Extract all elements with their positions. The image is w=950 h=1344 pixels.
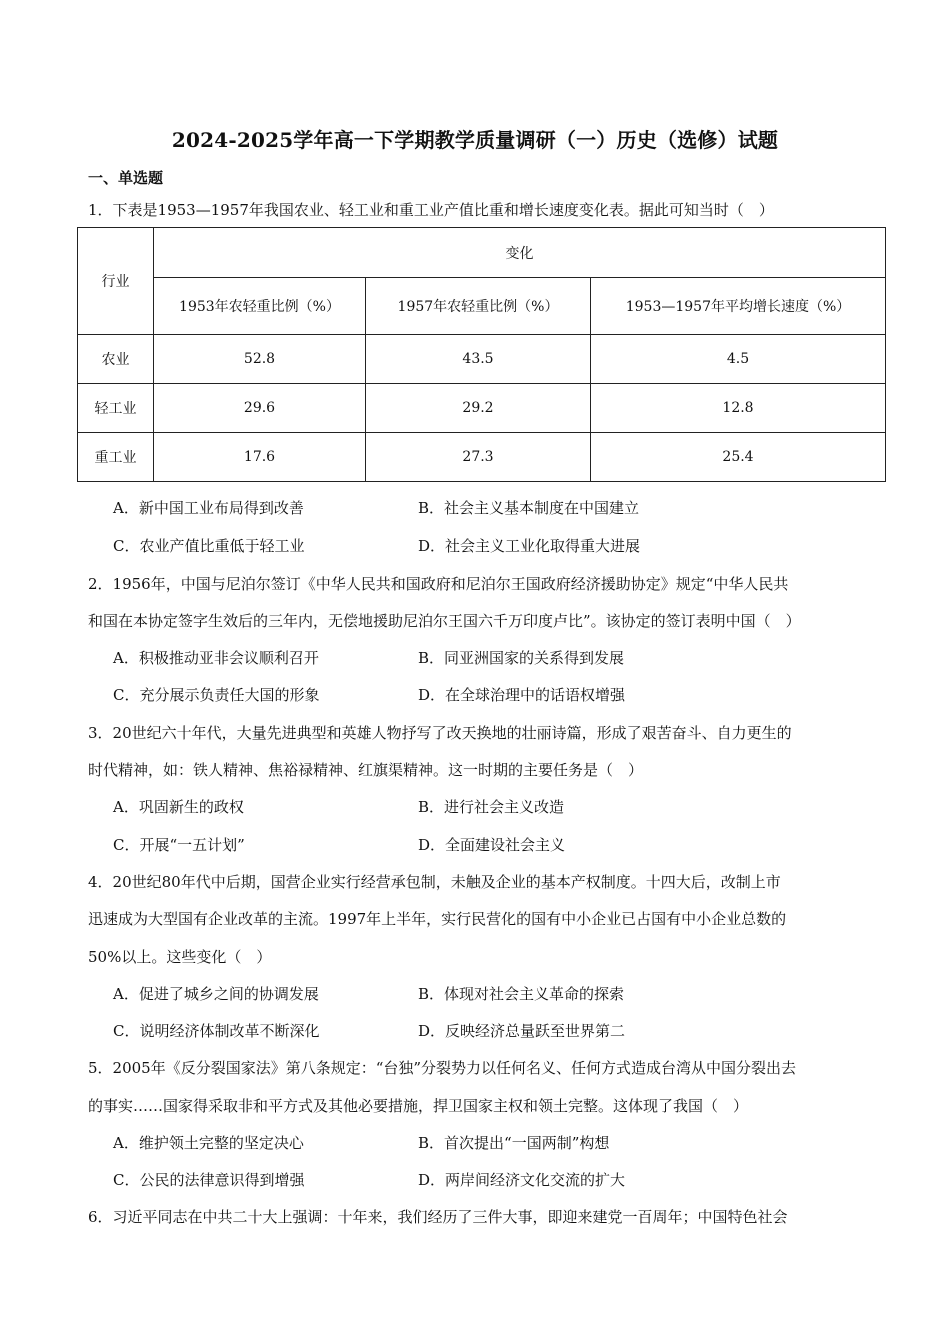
- question-4-line: 4．20世纪80年代中后期，国营企业实行经营承包制，未触及企业的基本产权制度。十四大后，改制上市: [88, 873, 781, 891]
- table-cell: 4.5: [591, 335, 886, 384]
- question-2-option-d: D．在全球治理中的话语权增强: [418, 686, 626, 704]
- table-column-header: 1957年农轻重比例（%）: [366, 278, 591, 335]
- table-cell: 17.6: [154, 433, 366, 482]
- question-1-option-d: D．社会主义工业化取得重大进展: [418, 537, 641, 555]
- question-4-option-c: C．说明经济体制改革不断深化: [113, 1022, 320, 1040]
- question-4-option-b: B．体现对社会主义革命的探索: [418, 985, 625, 1003]
- question-3-option-a: A．巩固新生的政权: [113, 798, 244, 816]
- table-column-header: 1953—1957年平均增长速度（%）: [591, 278, 886, 335]
- table-cell: 29.6: [154, 384, 366, 433]
- section-heading: 一、单选题: [88, 169, 164, 187]
- page-title: 2024-2025学年高一下学期教学质量调研（一）历史（选修）试题: [171, 128, 779, 152]
- table-column-header: 1953年农轻重比例（%）: [154, 278, 366, 335]
- question-4-option-a: A．促进了城乡之间的协调发展: [113, 985, 319, 1003]
- question-5-option-b: B．首次提出“一国两制”构想: [418, 1134, 610, 1152]
- question-3-option-d: D．全面建设社会主义: [418, 836, 566, 854]
- table-row-label: 农业: [78, 335, 154, 384]
- question-3-line: 时代精神，如：铁人精神、焦裕禄精神、红旗渠精神。这一时期的主要任务是（ ）: [88, 761, 644, 779]
- question-3-line: 3．20世纪六十年代，大量先进典型和英雄人物抒写了改天换地的壮丽诗篇，形成了艰苦奋斗、自力更生的: [88, 724, 792, 742]
- question-5-option-c: C．公民的法律意识得到增强: [113, 1171, 305, 1189]
- question-2-option-c: C．充分展示负责任大国的形象: [113, 686, 320, 704]
- question-5-line: 5．2005年《反分裂国家法》第八条规定：“台独”分裂势力以任何名义、任何方式造成台湾从中国分裂出去: [88, 1059, 797, 1077]
- table-row-label: 轻工业: [78, 384, 154, 433]
- question-1-option-b: B．社会主义基本制度在中国建立: [418, 499, 640, 517]
- question-2-line: 2．1956年，中国与尼泊尔签订《中华人民共和国政府和尼泊尔王国政府经济援助协定》规定“中华人民共: [88, 575, 789, 593]
- table-row-label: 重工业: [78, 433, 154, 482]
- question-4-line: 迅速成为大型国有企业改革的主流。1997年上半年，实行民营化的国有中小企业已占国有中小企业总数的: [88, 910, 787, 928]
- question-2-line: 和国在本协定签字生效后的三年内，无偿地援助尼泊尔王国六千万印度卢比”。该协定的签订表明中国（ ）: [88, 612, 801, 630]
- question-1-stem: 1．下表是1953—1957年我国农业、轻工业和重工业产值比重和增长速度变化表。据此可知当时（ ）: [88, 201, 774, 219]
- question-2-option-a: A．积极推动亚非会议顺利召开: [113, 649, 319, 667]
- question-5-line: 的事实……国家得采取非和平方式及其他必要措施，捍卫国家主权和领土完整。这体现了我国（ ）: [88, 1097, 749, 1115]
- question-1-option-a: A．新中国工业布局得到改善: [113, 499, 304, 517]
- table-cell: 43.5: [366, 335, 591, 384]
- question-5-option-d: D．两岸间经济文化交流的扩大: [418, 1171, 626, 1189]
- question-4-option-d: D．反映经济总量跃至世界第二: [418, 1022, 626, 1040]
- table-row: [78, 384, 886, 433]
- question-1-option-c: C．农业产值比重低于轻工业: [113, 537, 305, 555]
- table-cell: 29.2: [366, 384, 591, 433]
- question-2-option-b: B．同亚洲国家的关系得到发展: [418, 649, 625, 667]
- question-3-option-b: B．进行社会主义改造: [418, 798, 565, 816]
- question-4-line: 50%以上。这些变化（ ）: [88, 948, 272, 966]
- table-row: [78, 433, 886, 482]
- table-cell: 12.8: [591, 384, 886, 433]
- table-cell: 52.8: [154, 335, 366, 384]
- table-cell: 25.4: [591, 433, 886, 482]
- question-3-option-c: C．开展“一五计划”: [113, 836, 245, 854]
- table-header-industry: 行业: [78, 228, 154, 335]
- table-header-change: 变化: [154, 228, 886, 278]
- table-cell: 27.3: [366, 433, 591, 482]
- question-5-option-a: A．维护领土完整的坚定决心: [113, 1134, 304, 1152]
- table-row: [78, 335, 886, 384]
- production-table: [77, 227, 886, 482]
- question-6-line: 6．习近平同志在中共二十大上强调：十年来，我们经历了三件大事，即迎来建党一百周年；中国特色社会: [88, 1208, 788, 1226]
